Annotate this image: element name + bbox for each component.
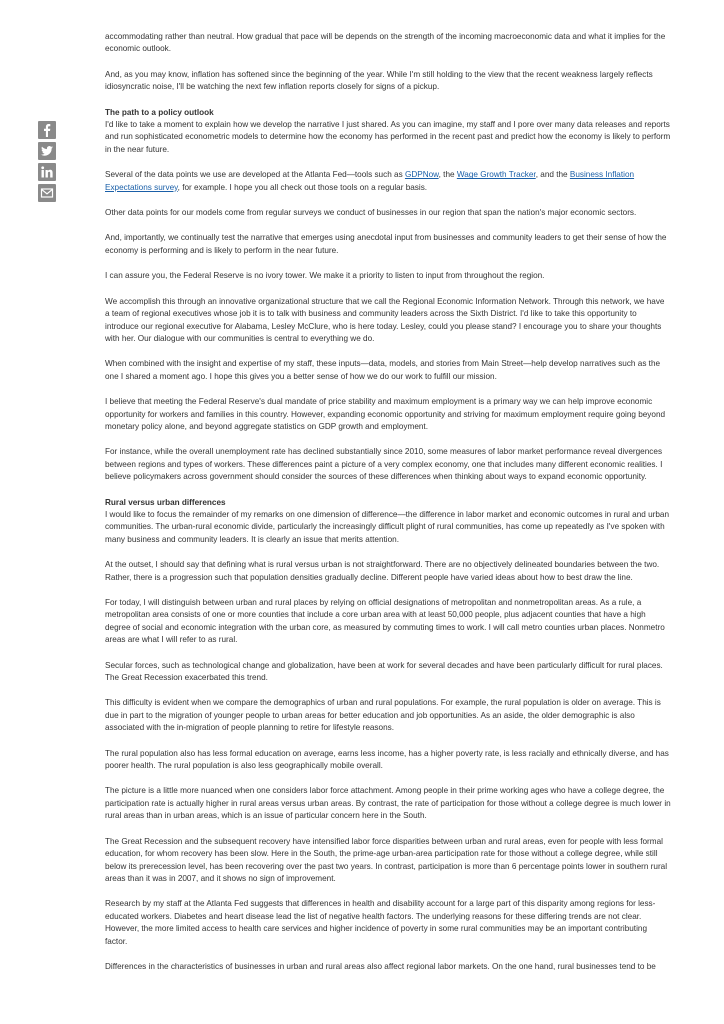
gdpnow-link[interactable]: GDPNow xyxy=(404,170,439,180)
paragraph: We accomplish this through an innovative organizational structure that we call the Regional Economic Information Network. Through this network, we have a team of regional executives whose job it is to talk with business and community leaders across the Sixth District. I'd like to take this opportunity to introduce our regional executive for Alabama, Lesley McClure, who is here today. Lesley, could you please stand? I encourage you to share your thoughts with her. Our dialogue with our communities is central to everything we do. xyxy=(105,296,665,343)
paragraph: Other data points for our models come from regular surveys we conduct of businesses in our region that span the nation's major economic sectors. xyxy=(105,208,637,218)
wage-growth-tracker-link[interactable]: Wage Growth Tracker xyxy=(456,170,536,180)
paragraph-text: , the xyxy=(438,170,457,180)
paragraph-text: , for example. I hope you all check out those tools on a regular basis. xyxy=(177,182,428,192)
paragraph: At the outset, I should say that defining what is rural versus urban is not straightforward. There are no objectively delineated boundaries between the two. Rather, there is a progression such that population densities gradually decline. Different people have varied ideas about how to best draw the line. xyxy=(105,560,660,582)
paragraph: For instance, while the overall unemployment rate has declined substantially since 2010, some measures of labor market performance reveal divergences between regions and types of workers. These differences paint a picture of a very complex economy, one that includes many different economic realities. I believe policymakers across government should consider the sources of these differences when thinking about ways to expand economic opportunity. xyxy=(105,447,663,482)
paragraph: And, importantly, we continually test the narrative that emerges using anecdotal input from businesses and community leaders to get their sense of how the economy is performing and is likely to perform in the near future. xyxy=(105,233,667,255)
speech-article xyxy=(105,31,671,986)
paragraph-text: , and the xyxy=(535,170,570,180)
paragraph: Research by my staff at the Atlanta Fed suggests that differences in health and disability account for a large part of this disparity among regions for less-educated workers. Diabetes and heart disease lead the list of negative health factors. The underlying reasons for these differing trends are not clear. However, the more limited access to health care services and higher incidence of poverty in some rural communities may be an important contributing factor. xyxy=(105,899,656,946)
paragraph: The picture is a little more nuanced when one considers labor force attachment. Among people in their prime working ages who have a college degree, the participation rate is actually higher in rural areas versus urban areas. By contrast, the rate of participation for those without a college degree is much lower in rural areas than in urban areas, which is an issue of particular concern here in the South. xyxy=(105,786,671,821)
paragraph-text: Several of the data points we use are developed at the Atlanta Fed—tools such as xyxy=(105,170,405,180)
section-heading: The path to a policy outlook xyxy=(105,107,214,117)
facebook-icon xyxy=(40,123,54,137)
email-icon xyxy=(40,186,54,200)
section-path-to-policy xyxy=(105,107,671,157)
share-toolbar xyxy=(38,121,56,205)
paragraph: I can assure you, the Federal Reserve is no ivory tower. We make it a priority to listen to input from throughout the region. xyxy=(105,271,545,281)
twitter-share-button[interactable] xyxy=(38,142,56,160)
paragraph-text: I would like to focus the remainder of my remarks on one dimension of difference—the difference in labor market and economic outcomes in rural and urban communities. The urban-rural economic divide, particularly the increasingly difficult plight of rural communities, has come up repeatedly as I've spoken with many business and community leaders. It is clearly an issue that merits attention. xyxy=(105,509,670,544)
paragraph: The rural population also has less formal education on average, earns less income, has a higher poverty rate, is less racially and ethnically diverse, and has poorer health. The rural population is also less geographically mobile overall. xyxy=(105,748,669,771)
paragraph-tools xyxy=(105,169,671,194)
paragraph: This difficulty is evident when we compare the demographics of urban and rural populations. For example, the rural population is older on average. This is due in part to the migration of younger people to urban areas for better education and job opportunities. As an aside, the older demographic is also associated with the in-migration of people planning to retire for lifestyle reasons. xyxy=(105,698,661,733)
linkedin-share-button[interactable] xyxy=(38,163,56,181)
paragraph: accommodating rather than neutral. How gradual that pace will be depends on the strength of the incoming macroeconomic data and what it implies for the economic outlook. xyxy=(105,32,666,54)
email-share-button[interactable] xyxy=(38,184,56,202)
linkedin-icon xyxy=(40,165,54,179)
paragraph: The Great Recession and the subsequent recovery have intensified labor force disparities between urban and rural areas, even for people with less formal education, for whom recovery has been slow. Here in the South, the prime-age urban-area participation rate for those without a college degree, while still below its prerecession level, has been recovering over the past two years. In contrast, participation is more than 6 percentage points lower in southern rural areas than it was in 2007, and it shows no sign of improvement. xyxy=(105,836,668,883)
paragraph-text: I'd like to take a moment to explain how we develop the narrative I just shared. As you can imagine, my staff and I pore over many data releases and reports and run sophisticated econometric models to determine how the economy has performed in the recent past and predict how the economy is likely to perform in the near future. xyxy=(105,120,671,154)
paragraph: I believe that meeting the Federal Reserve's dual mandate of price stability and maximum employment is a primary way we can help improve economic opportunity for workers and families in this country. However, expanding economic opportunity and striving for maximum employment require going beyond monetary policy alone, and beyond aggregate statistics on GDP growth and employment. xyxy=(105,397,666,431)
facebook-share-button[interactable] xyxy=(38,121,56,139)
paragraph: Secular forces, such as technological change and globalization, have been at work for several decades and have been particularly difficult for rural places. The Great Recession exacerbated this trend. xyxy=(105,660,663,683)
business-inflation-expectations-link[interactable]: Business Inflation Expectations survey xyxy=(105,170,635,192)
section-rural-urban xyxy=(105,497,671,547)
paragraph: For today, I will distinguish between urban and rural places by relying on official designations of metropolitan and nonmetropolitan areas. As a rule, a metropolitan area consists of one or more counties that include a core urban area with at least 50,000 people, plus adjacent counties that have a high degree of social and economic integration with the urban core, as measured by commuting times to work. I will call metro counties urban places. Nonmetro areas are what I will refer to as rural. xyxy=(105,598,665,645)
section-heading: Rural versus urban differences xyxy=(105,497,226,507)
paragraph: And, as you may know, inflation has softened since the beginning of the year. While I'm still holding to the view that the recent weakness largely reflects idiosyncratic noise, I'll be watching the next few inflation reports closely for signs of a pickup. xyxy=(105,69,653,92)
paragraph: Differences in the characteristics of businesses in urban and rural areas also affect regional labor markets. On the one hand, rural businesses tend to be xyxy=(105,961,656,971)
paragraph: When combined with the insight and expertise of my staff, these inputs—data, models, and stories from Main Street—help develop narratives such as the one I shared a moment ago. I hope this gives you a better sense of how we do our work to fulfill our mission. xyxy=(105,359,661,381)
twitter-icon xyxy=(40,144,54,158)
